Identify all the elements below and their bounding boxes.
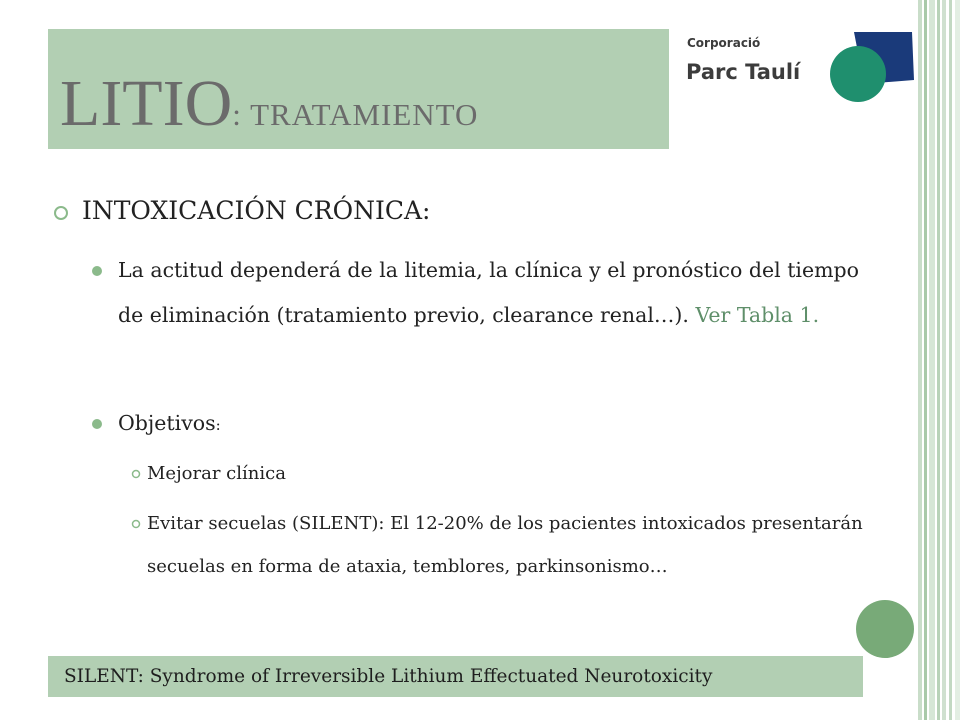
decorative-side-stripes: [918, 0, 960, 720]
sub-bullet-item: Mejorar clínica: [147, 463, 286, 484]
parc-tauli-logo: [686, 30, 916, 105]
logo-line2: Parc Taulí: [686, 60, 801, 84]
bullet-item: [118, 248, 878, 338]
title-main-text: LITIO: [60, 67, 233, 140]
section-heading: INTOXICACIÓN CRÓNICA:: [82, 196, 431, 225]
bullet-dot-icon: [92, 266, 102, 276]
bullet-text: Objetivos: [118, 411, 216, 435]
title-banner: [48, 29, 669, 149]
bullet-item: [118, 401, 878, 448]
slide-title: [60, 67, 479, 140]
heading-bullet-icon: [53, 205, 69, 221]
title-sub-text: : TRATAMIENTO: [232, 97, 479, 132]
bullet-suffix: :: [215, 416, 221, 434]
logo-line1: Corporació: [687, 36, 761, 50]
bullet-text: La actitud dependerá de la litemia, la clínica y el pronóstico del tiempo de eliminación (tratamiento previo, clearance renal…).: [118, 258, 860, 327]
sub-bullet-icon: [131, 519, 141, 529]
nav-circle-icon: [856, 600, 914, 658]
logo-mark-icon: [828, 30, 918, 105]
sub-bullet-icon: [131, 469, 141, 479]
sub-bullet-item: Evitar secuelas (SILENT): El 12-20% de los pacientes intoxicados presentarán secuelas en forma de ataxia, temblores, parkinsonismo…: [147, 513, 863, 577]
footer-note: SILENT: Syndrome of Irreversible Lithium Effectuated Neurotoxicity: [48, 656, 863, 697]
table-reference-link[interactable]: Ver Tabla 1.: [695, 303, 820, 327]
bullet-dot-icon: [92, 419, 102, 429]
